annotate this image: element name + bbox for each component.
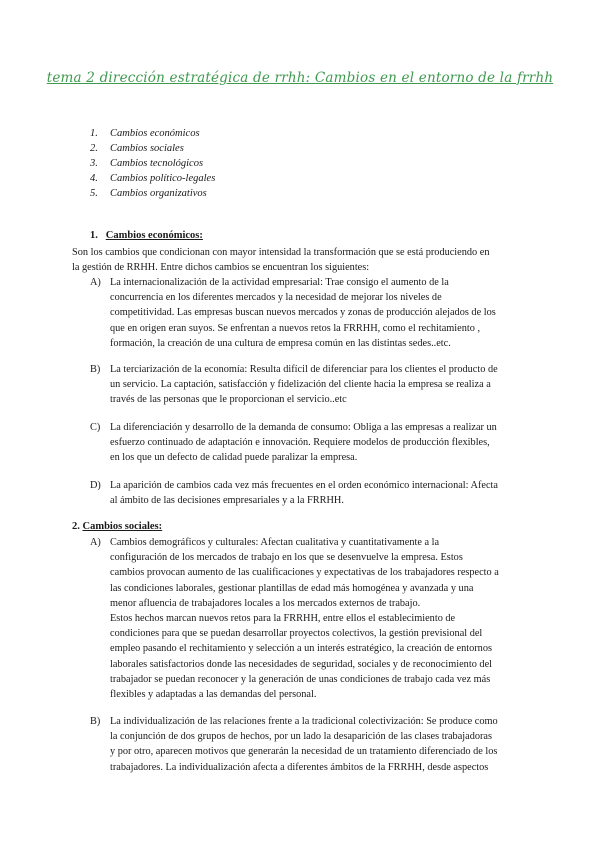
table-of-contents xyxy=(90,126,215,201)
toc-item: 3. Cambios tecnológicos xyxy=(90,158,204,169)
list-item-letter: D) xyxy=(90,480,101,491)
list-item: La terciarización de la economía: Resulta difícil de diferenciar para los clientes el producto de un servicio. La captación, satisfacción y fidelización del cliente hacia la empresa se realiza a través de las personas que le proporcionan el servicio..etc xyxy=(110,364,498,406)
list-item: La individualización de las relaciones frente a la tradicional colectivización: Se produce como la conjunción de dos grupos de hechos, por un lado la desaparición de las clases trabajadoras y por otro, aparecen motivos que generarán la necesidad de un tratamiento diferenciado de los trabajadores. La individualización afecta a diferentes ámbitos de la FRRHH, desde aspectos xyxy=(110,716,498,773)
section-1-heading: 1. Cambios económicos: xyxy=(90,230,203,241)
list-item: La aparición de cambios cada vez más frecuentes en el orden económico internacional: Afecta al ámbito de las decisiones empresariales y a la FRRHH. xyxy=(110,480,498,507)
list-item-letter: A) xyxy=(90,537,101,548)
list-item-letter: B) xyxy=(90,716,101,727)
section-1-intro: Son los cambios que condicionan con mayor intensidad la transformación que se está produciendo en la gestión de RRHH. Entre dichos cambios se encuentran los siguientes: xyxy=(72,247,490,274)
list-item: La diferenciación y desarrollo de la demanda de consumo: Obliga a las empresas a realizar un esfuerzo continuado de adaptación e innovación. Requiere modelos de producción flexibles, en los que un defecto de calidad puede paralizar la empresa. xyxy=(110,422,497,464)
toc-item: 1. Cambios económicos xyxy=(90,128,200,139)
list-item-letter: C) xyxy=(90,422,101,433)
list-item: La internacionalización de la actividad empresarial: Trae consigo el aumento de la concurrencia en los diferentes mercados y la necesidad de mejorar los niveles de competitividad. Las empresas buscan nuevos mercados y zonas de producción alejados de los que en origen eran suyos. Se enfrentan a nuevos retos la FRRHH, como el rechitamiento , formación, la creación de una cultura de empresa común en las distintas sedes..etc. xyxy=(110,277,496,349)
list-item: Cambios demográficos y culturales: Afectan cualitativa y cuantitativamente a la configuración de los mercados de trabajo en los que se desenvuelve la empresa. Estos cambios provocan aumento de las cualificaciones y expectativas de los trabajadores respecto a las condiciones laborales, gestionar plantillas de edad más homogénea y avanzada y una menor afluencia de trabajadores locales a los mercados externos de trabajo. Estos hechos marcan nuevos retos para la FRRHH, entre ellos el establecimiento de condiciones para que se puedan desarrollar proyectos colectivos, la gestión previsional del empleo pasando el rechitamiento y selección a un interés estratégico, la creación de entornos laborales satisfactorios donde las necesidades de seguridad, sociales y de reconocimiento del trabajador se puedan reconocer y la generación de unas condiciones de trabajo cada vez más flexibles y adaptadas a las demandas del personal. xyxy=(110,537,499,701)
toc-item: 5. Cambios organizativos xyxy=(90,188,207,199)
list-item-letter: B) xyxy=(90,364,101,375)
document-title: tema 2 dirección estratégica de rrhh: Cambios en el entorno de la frrhh xyxy=(46,70,554,86)
list-item-letter: A) xyxy=(90,277,101,288)
toc-item: 4. Cambios político-legales xyxy=(90,173,216,184)
section-2-heading: 2. Cambios sociales: xyxy=(72,521,163,532)
toc-item: 2. Cambios sociales xyxy=(90,143,184,154)
